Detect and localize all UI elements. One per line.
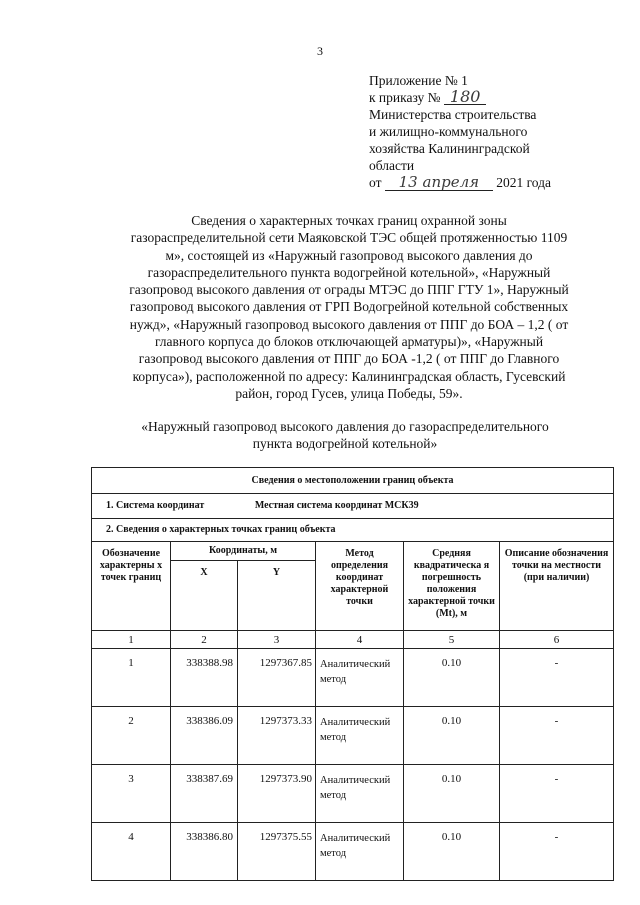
appendix-title: Приложение № 1	[369, 73, 468, 88]
point-id: 2	[92, 707, 171, 765]
table-section-title: Сведения о местоположении границ объекта	[92, 468, 614, 494]
column-number: 3	[238, 631, 316, 649]
ministry-line-3: хозяйства Калининградской	[369, 141, 530, 156]
title-line: корпуса»), расположенной по адресу: Калининградская область, Гусевский	[132, 368, 566, 384]
ministry-line-2: и жилищно-коммунального	[369, 124, 528, 139]
order-reference	[369, 89, 609, 106]
point-id: 4	[92, 823, 171, 881]
header-coordinates: Координаты, м	[171, 542, 316, 561]
column-number: 5	[404, 631, 500, 649]
coord-x: 338388.98	[171, 649, 238, 707]
error-value: 0.10	[404, 707, 500, 765]
coord-y: 1297373.33	[238, 707, 316, 765]
coord-x: 338386.09	[171, 707, 238, 765]
column-number: 2	[171, 631, 238, 649]
coord-x: 338387.69	[171, 765, 238, 823]
document-title	[88, 212, 610, 402]
order-date	[369, 174, 609, 191]
point-description: -	[500, 823, 614, 881]
method: Аналитический метод	[316, 707, 404, 765]
date-prefix: от	[369, 175, 382, 190]
point-description: -	[500, 765, 614, 823]
coord-y: 1297375.55	[238, 823, 316, 881]
header-x: X	[171, 561, 238, 631]
title-line: главного корпуса до блоков отключающей арматуры)», «Наружный	[154, 334, 544, 350]
boundary-points-table	[91, 467, 614, 881]
title-line: район, город Гусев, улица Победы, 59».	[235, 385, 463, 401]
column-number: 6	[500, 631, 614, 649]
title-line: газораспределительной сети Маяковской ТЭС общей протяженностью 1109	[130, 230, 568, 246]
title-line: газораспределительного пункта водогрейной котельной», «Наружный	[147, 264, 551, 280]
date-suffix: 2021 года	[496, 175, 552, 190]
date-handwritten: 13 апреля	[385, 175, 493, 191]
header-error: Средняя квадратическа я погрешность положения характерной точки (Mt), м	[404, 542, 500, 631]
order-prefix: к приказу №	[369, 90, 441, 105]
title-line: м», состоящей из «Наружный газопровод высокого давления до	[165, 247, 533, 263]
object-subtitle	[100, 418, 590, 452]
method: Аналитический метод	[316, 649, 404, 707]
method: Аналитический метод	[316, 765, 404, 823]
title-line: газопровод высокого давления от ГРП Водогрейной котельной собственных	[129, 299, 569, 315]
appendix-block	[369, 72, 609, 191]
coordinate-system-value: Местная система координат МСК39	[254, 500, 419, 511]
subtitle-line: пункта водогрейной котельной»	[252, 436, 438, 451]
method: Аналитический метод	[316, 823, 404, 881]
title-line: нужд», «Наружный газопровод высокого давления от ППГ до БОА – 1,2 ( от	[129, 316, 569, 332]
coord-x: 338386.80	[171, 823, 238, 881]
point-description: -	[500, 707, 614, 765]
header-designation: Обозначение характерны х точек границ	[92, 542, 171, 631]
point-id: 3	[92, 765, 171, 823]
column-number: 1	[92, 631, 171, 649]
point-id: 1	[92, 649, 171, 707]
table-row	[92, 765, 614, 823]
header-description: Описание обозначения точки на местности (при наличии)	[500, 542, 614, 631]
column-number: 4	[316, 631, 404, 649]
page-number: 3	[317, 44, 323, 58]
error-value: 0.10	[404, 649, 500, 707]
ministry-line-1: Министерства строительства	[369, 107, 537, 122]
coord-y: 1297367.85	[238, 649, 316, 707]
points-section-label: 2. Сведения о характерных точках границ объекта	[92, 519, 614, 542]
ministry-line-4: области	[369, 158, 415, 173]
error-value: 0.10	[404, 765, 500, 823]
coordinate-system-row	[92, 494, 614, 519]
title-line: Сведения о характерных точках границ охранной зоны	[191, 213, 507, 228]
subtitle-line: «Наружный газопровод высокого давления до газораспределительного	[141, 419, 549, 434]
header-y: Y	[238, 561, 316, 631]
error-value: 0.10	[404, 823, 500, 881]
point-description: -	[500, 649, 614, 707]
table-row	[92, 649, 614, 707]
order-number-handwritten: 180	[444, 89, 487, 105]
coordinate-system-label: 1. Система координат	[106, 500, 205, 511]
table-row	[92, 823, 614, 881]
header-method: Метод определения координат характерной точки	[316, 542, 404, 631]
title-line: газопровод высокого давления от ППГ до БОА -1,2 ( от ППГ до Главного	[138, 351, 560, 367]
table-row	[92, 707, 614, 765]
coord-y: 1297373.90	[238, 765, 316, 823]
title-line: газопровод высокого давления от ограды МТЭС до ППГ ГТУ 1», Наружный	[129, 282, 569, 298]
